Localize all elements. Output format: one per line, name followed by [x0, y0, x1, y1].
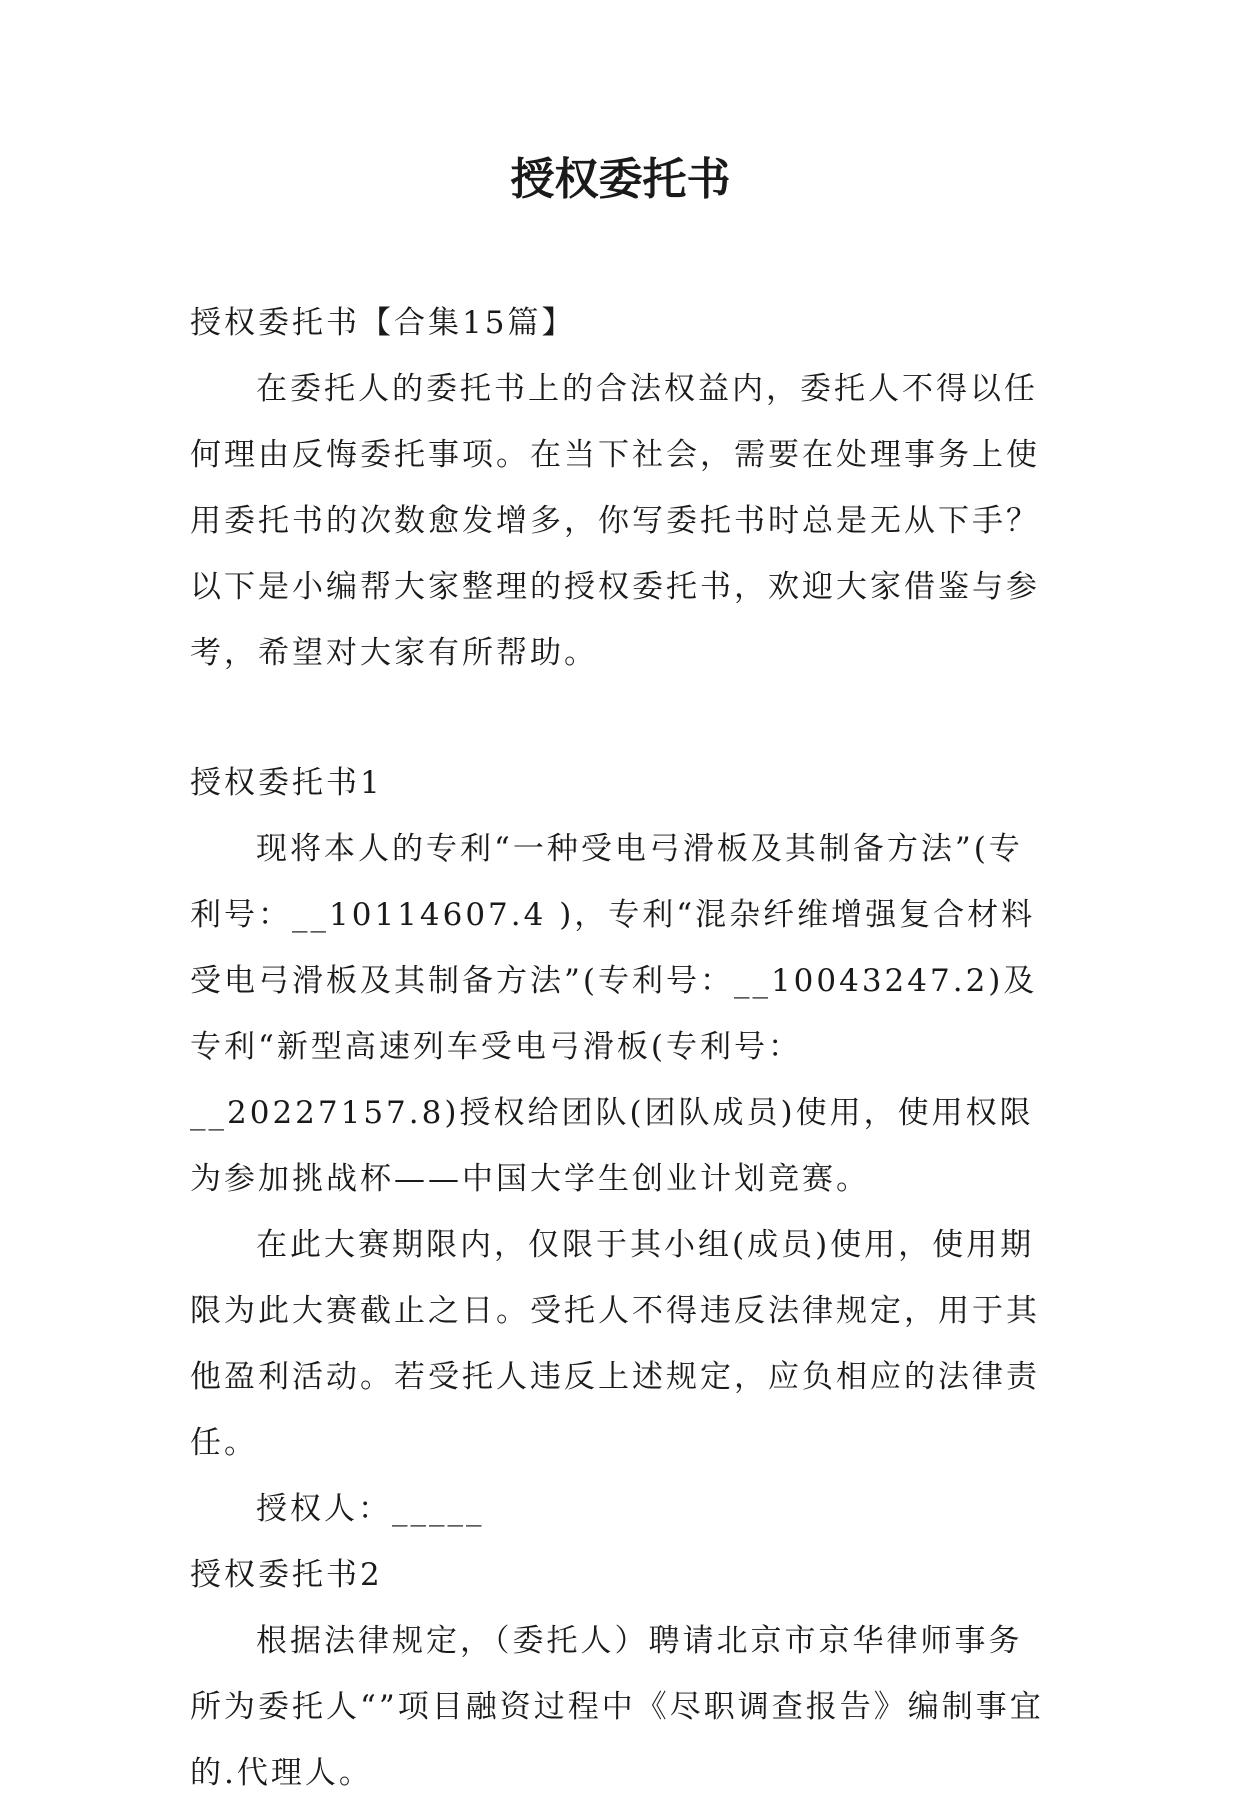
intro-paragraph: 在委托人的委托书上的合法权益内，委托人不得以任何理由反悔委托事项。在当下社会，需要在处理事务上使用委托书的次数愈发增多，你写委托书时总是无从下手？以下是小编帮大家整理的授权委托书，欢迎大家借鉴与参考，希望对大家有所帮助。 — [190, 371, 1040, 671]
document-title: 授权委托书 — [510, 154, 731, 205]
section-heading-2: 授权委托书2 — [190, 1557, 383, 1593]
section-spacer — [190, 686, 1048, 750]
authorizer-signature-line: 授权人：_____ — [256, 1491, 485, 1527]
section-2-paragraph-1: 根据法律规定，（委托人）聘请北京市京华律师事务所为委托人“”项目融资过程中《尽职调查报告》编制事宜的.代理人。 — [190, 1623, 1044, 1791]
collection-heading: 授权委托书【合集15篇】 — [190, 305, 576, 341]
section-heading-1: 授权委托书1 — [190, 765, 383, 801]
document-body — [190, 290, 1048, 1806]
section-1-paragraph-1: 现将本人的专利“一种受电弓滑板及其制备方法”(专利号：__10114607.4 )，专利“混杂纤维增强复合材料受电弓滑板及其制备方法”(专利号：__10043247.2)及专利“新型高速列车受电弓滑板(专利号：__20227157.8)授权给团队(团队成员)使用，使用权限为参加挑战杯——中国大学生创业计划竞赛。 — [190, 831, 1038, 1197]
section-1-paragraph-2: 在此大赛期限内，仅限于其小组(成员)使用，使用期限为此大赛截止之日。受托人不得违反法律规定，用于其他盈利活动。若受托人违反上述规定，应负相应的法律责任。 — [190, 1227, 1040, 1461]
